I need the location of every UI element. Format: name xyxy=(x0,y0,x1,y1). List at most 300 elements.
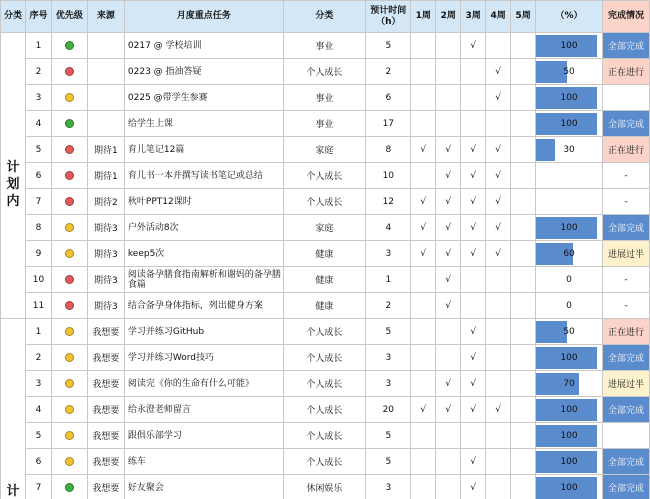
type-cell[interactable]: 事业 xyxy=(283,111,366,137)
source-cell[interactable]: 期待1 xyxy=(87,163,124,189)
week-check-cell[interactable] xyxy=(511,137,536,163)
priority-red-icon xyxy=(65,145,74,154)
priority-cell[interactable] xyxy=(51,449,87,475)
week-check-cell[interactable] xyxy=(436,449,461,475)
week-check-cell[interactable] xyxy=(511,189,536,215)
percent-value: 100 xyxy=(560,352,578,363)
week-check-cell[interactable] xyxy=(511,319,536,345)
percent-cell[interactable] xyxy=(536,423,603,449)
week-check-cell[interactable]: √ xyxy=(411,397,436,423)
source-cell[interactable] xyxy=(87,33,124,59)
percent-value: 0 xyxy=(566,300,572,311)
status-badge[interactable]: 全部完成 xyxy=(602,475,649,499)
task-cell[interactable]: 跟俱乐部学习 xyxy=(124,423,283,449)
col-week3[interactable]: 3周 xyxy=(461,1,486,33)
source-cell[interactable]: 我想要 xyxy=(87,345,124,371)
week-check-cell[interactable]: √ xyxy=(436,215,461,241)
week-check-cell[interactable]: √ xyxy=(486,137,511,163)
priority-red-icon xyxy=(65,301,74,310)
week-check-cell[interactable] xyxy=(486,111,511,137)
hours-cell[interactable]: 17 xyxy=(366,111,411,137)
priority-cell[interactable] xyxy=(51,423,87,449)
priority-cell[interactable] xyxy=(51,345,87,371)
table-row[interactable] xyxy=(1,345,650,371)
table-row[interactable] xyxy=(1,85,650,111)
hours-cell[interactable]: 3 xyxy=(366,241,411,267)
type-cell[interactable]: 个人成长 xyxy=(283,319,366,345)
week-check-cell[interactable]: √ xyxy=(411,241,436,267)
col-source[interactable]: 来源 xyxy=(87,1,124,33)
status-badge[interactable]: 全部完成 xyxy=(602,449,649,475)
week-check-cell[interactable]: √ xyxy=(411,189,436,215)
week-check-cell[interactable] xyxy=(486,33,511,59)
task-cell[interactable]: keep5次 xyxy=(124,241,283,267)
type-cell[interactable]: 事业 xyxy=(283,85,366,111)
table-row[interactable] xyxy=(1,423,650,449)
row-index[interactable]: 4 xyxy=(25,111,51,137)
source-cell[interactable]: 我想要 xyxy=(87,449,124,475)
hours-cell[interactable]: 5 xyxy=(366,33,411,59)
source-cell[interactable]: 我想要 xyxy=(87,475,124,499)
week-check-cell[interactable]: √ xyxy=(411,137,436,163)
source-cell[interactable]: 期待3 xyxy=(87,267,124,293)
task-cell[interactable]: 练车 xyxy=(124,449,283,475)
week-check-cell[interactable]: √ xyxy=(461,189,486,215)
week-check-cell[interactable]: √ xyxy=(436,267,461,293)
week-check-cell[interactable] xyxy=(411,33,436,59)
percent-value: 100 xyxy=(560,430,578,441)
week-check-cell[interactable]: √ xyxy=(486,241,511,267)
priority-cell[interactable] xyxy=(51,111,87,137)
week-check-cell[interactable] xyxy=(411,163,436,189)
week-check-cell[interactable]: √ xyxy=(461,137,486,163)
table-row[interactable] xyxy=(1,189,650,215)
source-cell[interactable] xyxy=(87,85,124,111)
table-row[interactable] xyxy=(1,241,650,267)
priority-green-icon xyxy=(65,41,74,50)
source-cell[interactable]: 我想要 xyxy=(87,319,124,345)
row-index[interactable]: 8 xyxy=(25,215,51,241)
percent-cell[interactable] xyxy=(536,475,603,499)
week-check-cell[interactable] xyxy=(436,85,461,111)
hours-cell[interactable]: 3 xyxy=(366,371,411,397)
task-cell[interactable]: 学习并练习GitHub xyxy=(124,319,283,345)
priority-yellow-icon xyxy=(65,249,74,258)
row-index[interactable]: 7 xyxy=(25,189,51,215)
week-check-cell[interactable] xyxy=(461,267,486,293)
table-row[interactable] xyxy=(1,475,650,499)
table-row[interactable] xyxy=(1,59,650,85)
row-index[interactable]: 1 xyxy=(25,33,51,59)
task-cell[interactable]: 0223 @ 指油答疑 xyxy=(124,59,283,85)
source-cell[interactable]: 期待3 xyxy=(87,241,124,267)
week-check-cell[interactable] xyxy=(511,293,536,319)
priority-cell[interactable] xyxy=(51,85,87,111)
week-check-cell[interactable] xyxy=(411,475,436,499)
priority-red-icon xyxy=(65,171,74,180)
percent-cell[interactable] xyxy=(536,319,603,345)
priority-cell[interactable] xyxy=(51,137,87,163)
week-check-cell[interactable] xyxy=(511,215,536,241)
hours-cell[interactable]: 12 xyxy=(366,189,411,215)
row-index[interactable]: 10 xyxy=(25,267,51,293)
percent-cell[interactable] xyxy=(536,111,603,137)
task-cell[interactable]: 育儿笔记12篇 xyxy=(124,137,283,163)
week-check-cell[interactable]: √ xyxy=(461,475,486,499)
week-check-cell[interactable] xyxy=(511,397,536,423)
week-check-cell[interactable] xyxy=(436,33,461,59)
row-index[interactable]: 11 xyxy=(25,293,51,319)
week-check-cell[interactable] xyxy=(436,423,461,449)
week-check-cell[interactable]: √ xyxy=(486,163,511,189)
week-check-cell[interactable] xyxy=(511,111,536,137)
hours-cell[interactable]: 3 xyxy=(366,475,411,499)
week-check-cell[interactable]: √ xyxy=(436,371,461,397)
col-week1[interactable]: 1周 xyxy=(411,1,436,33)
task-cell[interactable]: 好友聚会 xyxy=(124,475,283,499)
table-row[interactable] xyxy=(1,163,650,189)
type-cell[interactable]: 个人成长 xyxy=(283,397,366,423)
week-check-cell[interactable] xyxy=(486,345,511,371)
table-row[interactable] xyxy=(1,137,650,163)
status-badge[interactable]: - xyxy=(602,163,649,189)
week-check-cell[interactable]: √ xyxy=(461,241,486,267)
hours-cell[interactable]: 1 xyxy=(366,267,411,293)
week-check-cell[interactable] xyxy=(411,267,436,293)
row-index[interactable]: 4 xyxy=(25,397,51,423)
hours-cell[interactable]: 5 xyxy=(366,449,411,475)
week-check-cell[interactable] xyxy=(411,59,436,85)
hours-cell[interactable]: 10 xyxy=(366,163,411,189)
hours-cell[interactable]: 20 xyxy=(366,397,411,423)
priority-yellow-icon xyxy=(65,405,74,414)
week-check-cell[interactable] xyxy=(411,293,436,319)
week-check-cell[interactable] xyxy=(511,371,536,397)
status-badge[interactable]: 正在进行 xyxy=(602,137,649,163)
hours-cell[interactable]: 6 xyxy=(366,85,411,111)
percent-cell[interactable] xyxy=(536,215,603,241)
hours-cell[interactable]: 3 xyxy=(366,345,411,371)
week-check-cell[interactable] xyxy=(511,475,536,499)
type-cell[interactable]: 个人成长 xyxy=(283,189,366,215)
col-week2[interactable]: 2周 xyxy=(436,1,461,33)
row-index[interactable]: 3 xyxy=(25,371,51,397)
task-cell[interactable]: 阅读完《你的生命有什么可能》 xyxy=(124,371,283,397)
type-cell[interactable]: 事业 xyxy=(283,33,366,59)
percent-cell[interactable] xyxy=(536,449,603,475)
week-check-cell[interactable]: √ xyxy=(436,189,461,215)
week-check-cell[interactable] xyxy=(511,241,536,267)
priority-yellow-icon xyxy=(65,93,74,102)
percent-value: 50 xyxy=(563,66,575,77)
status-badge[interactable]: 全部完成 xyxy=(602,33,649,59)
percent-value: 30 xyxy=(563,144,575,155)
hours-cell[interactable]: 8 xyxy=(366,137,411,163)
table-row[interactable] xyxy=(1,293,650,319)
percent-value: 0 xyxy=(566,274,572,285)
category-unplanned[interactable]: 计 xyxy=(1,319,26,499)
type-cell[interactable]: 个人成长 xyxy=(283,423,366,449)
row-index[interactable]: 1 xyxy=(25,319,51,345)
week-check-cell[interactable] xyxy=(461,293,486,319)
week-check-cell[interactable] xyxy=(411,111,436,137)
percent-cell[interactable] xyxy=(536,293,603,319)
task-cell[interactable]: 0217 @ 学校培训 xyxy=(124,33,283,59)
week-check-cell[interactable] xyxy=(411,449,436,475)
percent-value: 100 xyxy=(560,222,578,233)
type-cell[interactable]: 健康 xyxy=(283,293,366,319)
row-index[interactable]: 6 xyxy=(25,163,51,189)
table-row[interactable] xyxy=(1,397,650,423)
status-badge[interactable]: - xyxy=(602,293,649,319)
status-badge[interactable]: 进展过半 xyxy=(602,371,649,397)
col-status[interactable]: 完成情况 xyxy=(602,1,649,33)
row-index[interactable]: 7 xyxy=(25,475,51,499)
category-planned[interactable]: 计划内 xyxy=(1,33,26,319)
status-badge[interactable] xyxy=(602,85,649,111)
week-check-cell[interactable] xyxy=(511,163,536,189)
percent-value: 50 xyxy=(563,326,575,337)
week-check-cell[interactable] xyxy=(461,111,486,137)
priority-cell[interactable] xyxy=(51,189,87,215)
col-hours[interactable]: 预计时间（h） xyxy=(366,1,411,33)
hours-cell[interactable]: 5 xyxy=(366,319,411,345)
week-check-cell[interactable] xyxy=(486,475,511,499)
week-check-cell[interactable] xyxy=(511,85,536,111)
type-cell[interactable]: 个人成长 xyxy=(283,59,366,85)
week-check-cell[interactable] xyxy=(511,449,536,475)
task-cell[interactable]: 0225 @带学生参赛 xyxy=(124,85,283,111)
hours-cell[interactable]: 2 xyxy=(366,293,411,319)
status-badge[interactable]: 全部完成 xyxy=(602,215,649,241)
week-check-cell[interactable]: √ xyxy=(486,397,511,423)
week-check-cell[interactable]: √ xyxy=(436,163,461,189)
col-priority[interactable]: 优先级 xyxy=(51,1,87,33)
percent-cell[interactable] xyxy=(536,189,603,215)
week-check-cell[interactable]: √ xyxy=(486,59,511,85)
status-badge[interactable]: 全部完成 xyxy=(602,111,649,137)
task-cell[interactable]: 秋叶PPT12课时 xyxy=(124,189,283,215)
table-row[interactable] xyxy=(1,33,650,59)
source-cell[interactable] xyxy=(87,59,124,85)
week-check-cell[interactable] xyxy=(486,423,511,449)
status-badge[interactable]: 进展过半 xyxy=(602,241,649,267)
row-index[interactable]: 2 xyxy=(25,59,51,85)
priority-cell[interactable] xyxy=(51,319,87,345)
hours-cell[interactable]: 5 xyxy=(366,423,411,449)
percent-cell[interactable] xyxy=(536,345,603,371)
type-cell[interactable]: 健康 xyxy=(283,241,366,267)
week-check-cell[interactable]: √ xyxy=(486,215,511,241)
row-index[interactable]: 5 xyxy=(25,137,51,163)
source-cell[interactable]: 期待2 xyxy=(87,189,124,215)
type-cell[interactable]: 健康 xyxy=(283,267,366,293)
week-check-cell[interactable] xyxy=(411,319,436,345)
priority-red-icon xyxy=(65,197,74,206)
row-index[interactable]: 6 xyxy=(25,449,51,475)
week-check-cell[interactable]: √ xyxy=(436,293,461,319)
percent-cell[interactable] xyxy=(536,85,603,111)
week-check-cell[interactable]: √ xyxy=(461,371,486,397)
table-row[interactable] xyxy=(1,449,650,475)
source-cell[interactable]: 期待3 xyxy=(87,293,124,319)
priority-green-icon xyxy=(65,119,74,128)
week-check-cell[interactable] xyxy=(461,423,486,449)
type-cell[interactable]: 家庭 xyxy=(283,215,366,241)
week-check-cell[interactable]: √ xyxy=(486,85,511,111)
priority-yellow-icon xyxy=(65,457,74,466)
progress-bar xyxy=(536,139,554,161)
week-check-cell[interactable] xyxy=(486,371,511,397)
source-cell[interactable]: 我想要 xyxy=(87,397,124,423)
col-week4[interactable]: 4周 xyxy=(486,1,511,33)
week-check-cell[interactable] xyxy=(411,371,436,397)
priority-cell[interactable] xyxy=(51,267,87,293)
task-cell[interactable]: 结合备孕身体指标，列出健身方案 xyxy=(124,293,283,319)
task-cell[interactable]: 户外活动8次 xyxy=(124,215,283,241)
task-cell[interactable]: 阅读备孕膳食指南解析和谢妈的备孕膳食篇 xyxy=(124,267,283,293)
col-week5[interactable]: 5周 xyxy=(511,1,536,33)
source-cell[interactable]: 我想要 xyxy=(87,423,124,449)
week-check-cell[interactable]: √ xyxy=(486,189,511,215)
col-percent[interactable]: （%） xyxy=(536,1,603,33)
week-check-cell[interactable] xyxy=(461,85,486,111)
type-cell[interactable]: 个人成长 xyxy=(283,163,366,189)
priority-cell[interactable] xyxy=(51,59,87,85)
week-check-cell[interactable] xyxy=(411,345,436,371)
percent-value: 100 xyxy=(560,92,578,103)
row-index[interactable]: 3 xyxy=(25,85,51,111)
table-row[interactable] xyxy=(1,371,650,397)
week-check-cell[interactable]: √ xyxy=(461,163,486,189)
week-check-cell[interactable]: √ xyxy=(436,241,461,267)
status-badge[interactable]: 全部完成 xyxy=(602,397,649,423)
priority-cell[interactable] xyxy=(51,475,87,499)
percent-value: 100 xyxy=(560,456,578,467)
status-badge[interactable]: 正在进行 xyxy=(602,59,649,85)
priority-cell[interactable] xyxy=(51,215,87,241)
type-cell[interactable]: 家庭 xyxy=(283,137,366,163)
table-row[interactable] xyxy=(1,111,650,137)
status-badge[interactable]: 正在进行 xyxy=(602,319,649,345)
status-badge[interactable] xyxy=(602,423,649,449)
task-cell[interactable]: 给永澄老师留言 xyxy=(124,397,283,423)
row-index[interactable]: 5 xyxy=(25,423,51,449)
priority-cell[interactable] xyxy=(51,293,87,319)
priority-cell[interactable] xyxy=(51,397,87,423)
week-check-cell[interactable] xyxy=(511,267,536,293)
row-index[interactable]: 9 xyxy=(25,241,51,267)
week-check-cell[interactable] xyxy=(486,267,511,293)
source-cell[interactable]: 期待1 xyxy=(87,137,124,163)
week-check-cell[interactable] xyxy=(436,345,461,371)
week-check-cell[interactable]: √ xyxy=(436,397,461,423)
week-check-cell[interactable]: √ xyxy=(461,215,486,241)
percent-cell[interactable] xyxy=(536,33,603,59)
week-check-cell[interactable] xyxy=(436,319,461,345)
week-check-cell[interactable]: √ xyxy=(461,33,486,59)
week-check-cell[interactable] xyxy=(511,59,536,85)
hours-cell[interactable]: 2 xyxy=(366,59,411,85)
task-cell[interactable]: 学习并练习Word技巧 xyxy=(124,345,283,371)
week-check-cell[interactable] xyxy=(486,319,511,345)
percent-cell[interactable] xyxy=(536,163,603,189)
table-row[interactable] xyxy=(1,215,650,241)
percent-cell[interactable] xyxy=(536,267,603,293)
row-index[interactable]: 2 xyxy=(25,345,51,371)
task-cell[interactable]: 育儿书一本并撰写读书笔记或总结 xyxy=(124,163,283,189)
percent-value: 70 xyxy=(563,378,575,389)
percent-value: 60 xyxy=(563,248,575,259)
type-cell[interactable]: 个人成长 xyxy=(283,371,366,397)
status-badge[interactable]: - xyxy=(602,267,649,293)
week-check-cell[interactable] xyxy=(486,449,511,475)
priority-cell[interactable] xyxy=(51,163,87,189)
priority-cell[interactable] xyxy=(51,371,87,397)
type-cell[interactable]: 个人成长 xyxy=(283,449,366,475)
week-check-cell[interactable] xyxy=(411,423,436,449)
priority-cell[interactable] xyxy=(51,241,87,267)
week-check-cell[interactable] xyxy=(436,475,461,499)
source-cell[interactable]: 我想要 xyxy=(87,371,124,397)
week-check-cell[interactable] xyxy=(511,423,536,449)
priority-red-icon xyxy=(65,67,74,76)
week-check-cell[interactable]: √ xyxy=(461,449,486,475)
percent-cell[interactable] xyxy=(536,241,603,267)
percent-cell[interactable] xyxy=(536,137,603,163)
task-cell[interactable]: 给学生上课 xyxy=(124,111,283,137)
percent-value: 100 xyxy=(560,40,578,51)
priority-green-icon xyxy=(65,483,74,492)
week-check-cell[interactable]: √ xyxy=(411,215,436,241)
percent-value: 100 xyxy=(560,118,578,129)
week-check-cell[interactable] xyxy=(511,345,536,371)
week-check-cell[interactable] xyxy=(436,111,461,137)
week-check-cell[interactable] xyxy=(511,33,536,59)
percent-cell[interactable] xyxy=(536,397,603,423)
percent-value: 100 xyxy=(560,404,578,415)
table-row[interactable] xyxy=(1,319,650,345)
priority-yellow-icon xyxy=(65,223,74,232)
type-cell[interactable]: 休闲娱乐 xyxy=(283,475,366,499)
col-category[interactable]: 分类 xyxy=(1,1,26,33)
source-cell[interactable]: 期待3 xyxy=(87,215,124,241)
week-check-cell[interactable] xyxy=(461,59,486,85)
table-row[interactable] xyxy=(1,267,650,293)
week-check-cell[interactable]: √ xyxy=(461,345,486,371)
percent-cell[interactable] xyxy=(536,59,603,85)
week-check-cell[interactable]: √ xyxy=(461,319,486,345)
col-type[interactable]: 分类 xyxy=(283,1,366,33)
priority-red-icon xyxy=(65,275,74,284)
week-check-cell[interactable]: √ xyxy=(436,137,461,163)
priority-yellow-icon xyxy=(65,327,74,336)
status-badge[interactable]: 全部完成 xyxy=(602,345,649,371)
percent-cell[interactable] xyxy=(536,371,603,397)
header-row xyxy=(1,1,650,33)
status-badge[interactable]: - xyxy=(602,189,649,215)
priority-cell[interactable] xyxy=(51,33,87,59)
hours-cell[interactable]: 4 xyxy=(366,215,411,241)
week-check-cell[interactable]: √ xyxy=(461,397,486,423)
source-cell[interactable] xyxy=(87,111,124,137)
type-cell[interactable]: 个人成长 xyxy=(283,345,366,371)
col-index[interactable]: 序号 xyxy=(25,1,51,33)
week-check-cell[interactable] xyxy=(436,59,461,85)
week-check-cell[interactable] xyxy=(411,85,436,111)
col-task[interactable]: 月度重点任务 xyxy=(124,1,283,33)
week-check-cell[interactable] xyxy=(486,293,511,319)
